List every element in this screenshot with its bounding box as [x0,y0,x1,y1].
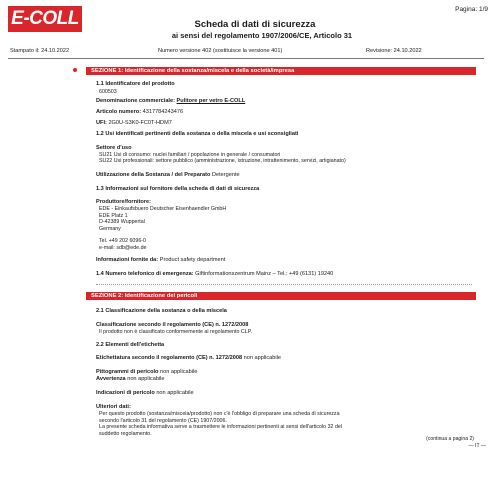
footer-code: — IT — [468,443,486,449]
pictograms [96,369,476,376]
further-data [96,404,476,411]
supplier-line-2: EDE Platz 1 [99,212,128,219]
continue-note: (continua a pagina 2) [426,436,474,442]
document-title: Scheda di dati di sicurezza [194,19,316,30]
sector-label-text: Settore d'uso [96,145,132,151]
supplier-line-1: EDE - Einkaufsbuero Deutscher Eisenhaendler GmbH [99,206,227,212]
item-1-3 [96,186,476,193]
item-1-4 [96,271,476,278]
further-line-1: Per questo prodotto (sostanza/miscela/prodotto) non c'è l'obbligo di preparare una scheda di sicurezza [99,411,340,417]
item-2-1 [96,308,476,315]
article-label: Articolo numero: [96,109,142,115]
pictograms-value: non applicabile [160,369,198,375]
trade-name-value: Pulitore per vetro E-COLL [176,98,246,104]
supplier [96,199,476,206]
use-value: Detergente [211,172,240,178]
revision-date: Revisione: 24.10.2022 [366,48,422,54]
page-number: Pagina: 1/9 [455,6,488,13]
trade-name [96,98,476,105]
supplier-label: Produttore/fornitore: [96,199,152,205]
item-2-1-label: 2.1 Classificazione della sostanza o della miscela [96,308,227,314]
ufi-value: 2G0U-S3K0-FC0T-HDM7 [108,120,172,126]
article-value: 4317784243476 [142,109,184,115]
supplier-line-3: D-42389 Wuppertal [99,219,145,225]
label-regulation-label: Etichettatura secondo il regolamento (CE) n. 1272/2008 [96,355,243,361]
info-value: Product safety department [159,257,226,263]
further-label: Ulteriori dati: [96,404,131,410]
further-line-2: secondo l'articolo 31 del regolamento (CE) 1907/2006. [99,417,227,424]
ufi [96,120,476,127]
item-1-1 [96,81,476,88]
use [96,172,476,179]
hazard-statements [96,390,476,397]
hazard-value: non applicabile [156,390,194,396]
pictograms-label: Pittogrammi di pericolo [96,369,159,375]
sector-su21: SU21 Usi di consumo: nuclei familiari / popolazione in generale / consumatori [99,152,281,158]
item-2-2 [96,342,476,349]
item-1-1-label: 1.1 Identificatore del prodotto [96,81,175,87]
classification [96,322,476,329]
label-regulation [96,355,476,362]
further-line-4: suddetto regolamento. [99,430,152,437]
sector-label [96,145,476,152]
document-subtitle: ai sensi del regolamento 1907/2006/CE, Articolo 31 [171,31,353,40]
item-1-4-value: Giftinformationszentrum Mainz – Tel.: +49 (6131) 19240 [195,271,334,277]
warning [96,376,476,383]
header-rule [8,58,484,59]
printed-date: Stampato il: 24.10.2022 [10,48,70,54]
item-1-2-label: 1.2 Usi identificati pertinenti della sostanza o della miscela e usi sconsigliati [96,131,299,137]
item-1-1-value: 600503 [99,89,117,95]
supplier-line-4: Germany [99,225,121,232]
version-number: Numero versione 402 (sostituisce la versione 401) [158,48,283,54]
hazard-label: Indicazioni di pericolo [96,390,155,396]
footer-code-text: IT [475,443,480,449]
section-1-heading: SEZIONE 1: Identificazione della sostanza/miscela e della società/impresa [86,67,476,75]
supplier-email: e-mail: sdb@ede.de [99,244,147,251]
warning-value: non applicabile [127,376,165,382]
use-label: Utilizzazione della Sostanza / del Preparato [96,172,211,178]
company-logo: E-COLL [8,6,82,32]
classification-value: Il prodotto non è classificato conformemente al regolamento CLP. [99,329,253,335]
ufi-label: UFI: [96,120,107,126]
section-divider [96,284,472,285]
trade-name-label: Denominazione commerciale: [96,98,175,104]
further-line-3: La presente scheda informativa serve a trasmettere le informazioni pertinenti ai sensi dell'articolo 32 del [99,424,343,430]
sector-su22: SU22 Usi professionali: settore pubblico (amministrazione, istruzione, intrattenimento, servizi, artigianato) [99,158,346,164]
article-number [96,109,476,116]
item-1-3-label: 1.3 Informazioni sul fornitore della scheda di dati di sicurezza [96,186,260,192]
item-1-4-label: 1.4 Numero telefonico di emergenza: [96,271,194,277]
item-2-2-label: 2.2 Elementi dell'etichetta [96,342,165,348]
label-regulation-value: non applicabile [243,355,281,361]
classification-label: Classificazione secondo il regolamento (CE) n. 1272/2008 [96,322,249,328]
info-label: Informazioni fornite da: [96,257,159,263]
supplier-tel: Tel. +49 202 6096-0 [99,238,146,244]
section-2-heading: SEZIONE 2: Identificazione dei pericoli [86,292,476,300]
item-1-2 [96,131,476,138]
info-provided [96,257,476,264]
red-marker [73,68,77,72]
warning-label: Avvertenza [96,376,126,382]
